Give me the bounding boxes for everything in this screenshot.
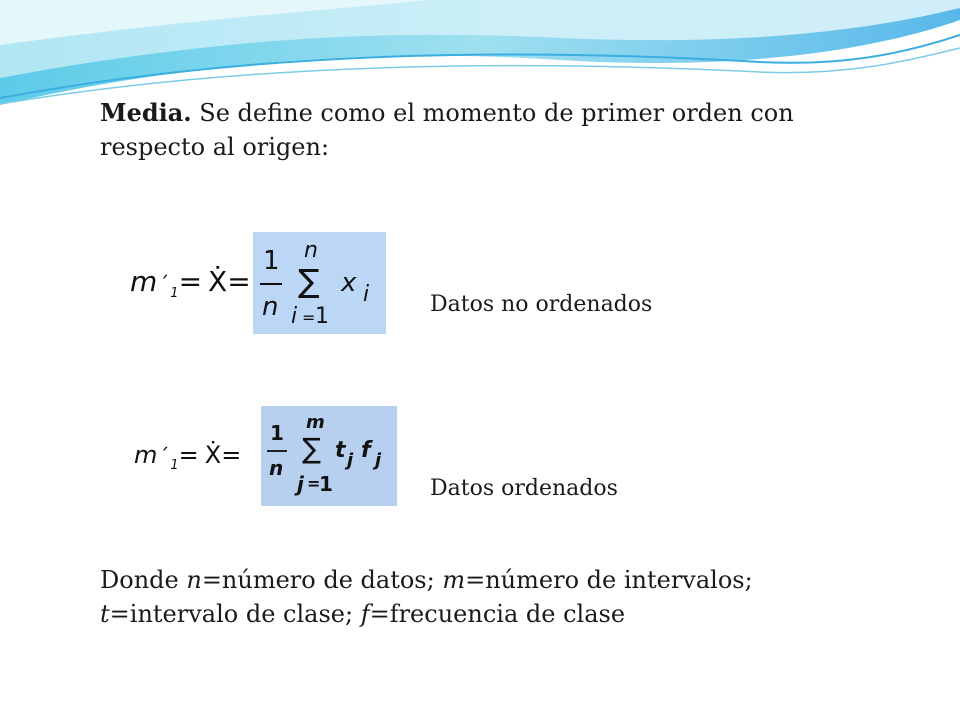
- moment-symbol: m: [130, 265, 158, 298]
- equals-sign: =: [178, 265, 203, 298]
- equals-sign: =: [221, 441, 242, 469]
- sum-upper-limit: n: [304, 238, 318, 263]
- label-ordered-data: Datos ordenados: [430, 476, 618, 501]
- term-subscript: i: [363, 282, 370, 307]
- formula1-box: [253, 232, 386, 334]
- header-wave-decoration: [0, 0, 960, 110]
- mean-symbol: Ẋ: [208, 265, 228, 298]
- fraction-denominator: n: [269, 456, 284, 480]
- sum-lower-equals: =: [307, 474, 321, 493]
- mean-symbol: Ẋ: [204, 441, 222, 469]
- footer-text-part: Donde: [100, 566, 187, 594]
- moment-order-subscript: 1: [170, 286, 179, 301]
- footer-text-part: =frecuencia de clase: [369, 600, 626, 628]
- class-interval-variable: t: [335, 438, 346, 463]
- prime-symbol: ´: [159, 272, 170, 296]
- equals-sign: =: [227, 265, 251, 298]
- var-t: t: [100, 600, 110, 628]
- summation-icon: ∑: [302, 432, 321, 465]
- footer-text-part: =número de intervalos;: [465, 566, 753, 594]
- label-unordered-data: Datos no ordenados: [430, 292, 653, 317]
- intro-paragraph: [100, 96, 820, 164]
- class-frequency-variable: f: [361, 438, 371, 463]
- definition-text: Se define como el momento de primer orden con respecto al origen:: [100, 99, 794, 161]
- sum-lower-start: 1: [315, 304, 329, 329]
- formula2-box: [261, 406, 397, 506]
- definitions-paragraph: [100, 563, 860, 631]
- var-m: m: [442, 566, 466, 594]
- class-frequency-subscript: j: [375, 450, 382, 471]
- footer-text-part: =intervalo de clase;: [109, 600, 361, 628]
- formula1-lhs: [130, 265, 251, 301]
- sum-lower-equals: =: [302, 308, 316, 327]
- moment-order-subscript: 1: [170, 458, 179, 473]
- fraction-numerator: 1: [270, 421, 284, 445]
- sum-lower-start: 1: [319, 472, 333, 496]
- term-media: Media.: [100, 98, 192, 127]
- sum-upper-limit: m: [306, 412, 325, 433]
- moment-symbol: m: [134, 441, 158, 469]
- footer-text-part: =número de datos;: [201, 566, 443, 594]
- equals-sign: =: [178, 441, 199, 469]
- summation-icon: ∑: [298, 262, 320, 300]
- term-variable: x: [341, 268, 357, 298]
- fraction-denominator: n: [262, 292, 279, 322]
- sum-lower-index: j: [297, 472, 304, 496]
- fraction-numerator: 1: [263, 246, 280, 276]
- var-n: n: [186, 566, 202, 594]
- sum-lower-index: i: [291, 304, 298, 329]
- prime-symbol: ´: [159, 444, 170, 468]
- formula2-lhs: [134, 441, 242, 473]
- fraction-bar: [267, 450, 287, 452]
- class-interval-subscript: j: [347, 450, 354, 471]
- fraction-bar: [260, 283, 282, 285]
- var-f: f: [360, 600, 370, 628]
